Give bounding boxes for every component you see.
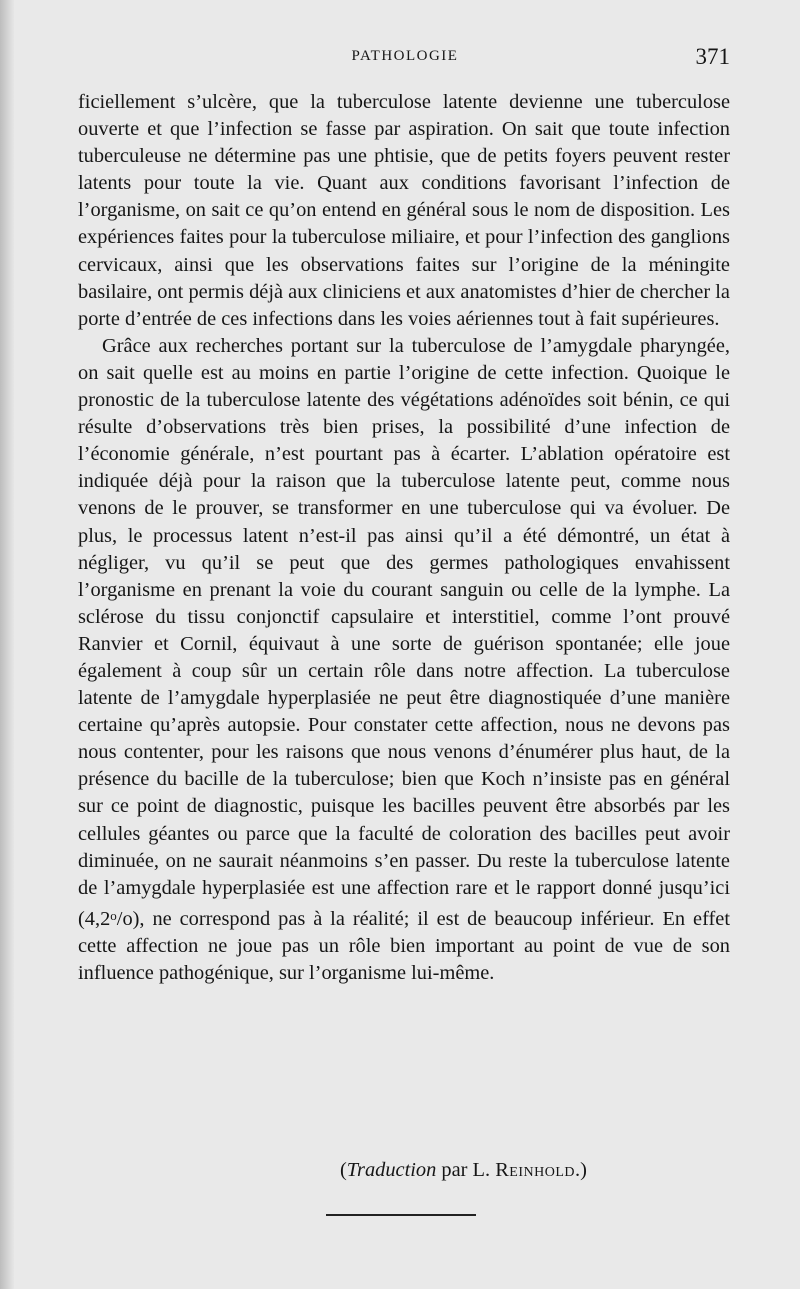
end-rule	[326, 1214, 476, 1216]
page-header	[80, 44, 730, 74]
body-text	[78, 89, 730, 987]
page-number: 371	[695, 44, 730, 69]
credit-close: .)	[575, 1159, 587, 1181]
credit-by: par L.	[436, 1159, 496, 1181]
paragraph-text-before-percent: Grâce aux recherches portant sur la tuberculose de l’amygdale pharyngée, on sait quelle est au moins en partie l’origine de cette infection. Quoique le pronostic de la tuberculose latente des végétations adénoïdes soit bénin, ce qui résulte d’observations très bien prises, la possibilité d’une infection de l’économie générale, n’est pourtant pas à écarter. L’ablation opératoire est indiquée déjà pour la raison que la tuberculose latente peut, comme nous venons de le prouver, se transformer en une tuberculose qui va évoluer. De plus, le processus latent n’est-il pas ainsi qu’il a été démontré, un état à négliger, vu qu’il se peut que des germes pathologiques envahissent l’organisme en prenant la voie du courant sanguin ou celle de la lymphe. La sclérose du tissu conjonctif capsulaire et interstitiel, comme l’ont prouvé Ranvier et Cornil, équivaut à une sorte de guérison spontanée; elle joue également à coup sûr un certain rôle dans notre affection. La tuberculose latente de l’amygdale hyperplasiée ne peut être diagnostiquée d’une manière certaine qu’après autopsie. Pour constater cette affection, nous ne devons pas nous contenter, pour les raisons que nous venons d’énumérer plus haut, de la présence du bacille de la tuberculose; bien que Koch n’insiste pas en général sur ce point de diagnostic, puisque les bacilles peuvent être absorbés par les cellules géantes ou parce que la faculté de coloration des bacilles peut avoir diminuée, on ne saurait néanmoins s’en passer. Du reste la tuberculose latente de l’amygdale hyperplasiée est une affection rare et le rapport donné jusqu’ici (4,2	[78, 334, 730, 930]
paragraph-continuation: ficiellement s’ulcère, que la tuberculose latente devienne une tuberculose ouverte et que l’infection se fasse par aspiration. On sait que toute infection tuberculeuse ne détermine pas une phtisie, que de petits foyers peuvent rester latents pour toute la vie. Quant aux conditions favorisant l’infection de l’organisme, on sait ce qu’on entend en général sous le nom de disposition. Les expériences faites pour la tuberculose miliaire, et pour l’infection des ganglions cervicaux, ainsi que les observations faites sur l’origine de la méningite basilaire, ont permis déjà aux cliniciens et aux anatomistes d’hier de chercher la porte d’entrée de ces infections dans les voies aériennes tout à fait supérieures.	[78, 91, 730, 330]
percent-superscript: o	[110, 907, 117, 923]
credit-translator-name: Reinhold	[495, 1159, 576, 1181]
credit-traduction-label: Traduction	[346, 1159, 437, 1181]
credit-open-paren: (	[340, 1159, 347, 1181]
paragraph-amygdale	[78, 333, 730, 987]
paragraph-text-after-percent: /o), ne correspond pas à la réalité; il est de beaucoup inférieur. En effet cette affection ne joue pas un rôle bien important au point de vue de son influence pathogénique, sur l’organisme lui-même.	[78, 907, 730, 984]
translation-credit	[340, 1159, 730, 1182]
running-title: PATHOLOGIE	[351, 48, 459, 64]
